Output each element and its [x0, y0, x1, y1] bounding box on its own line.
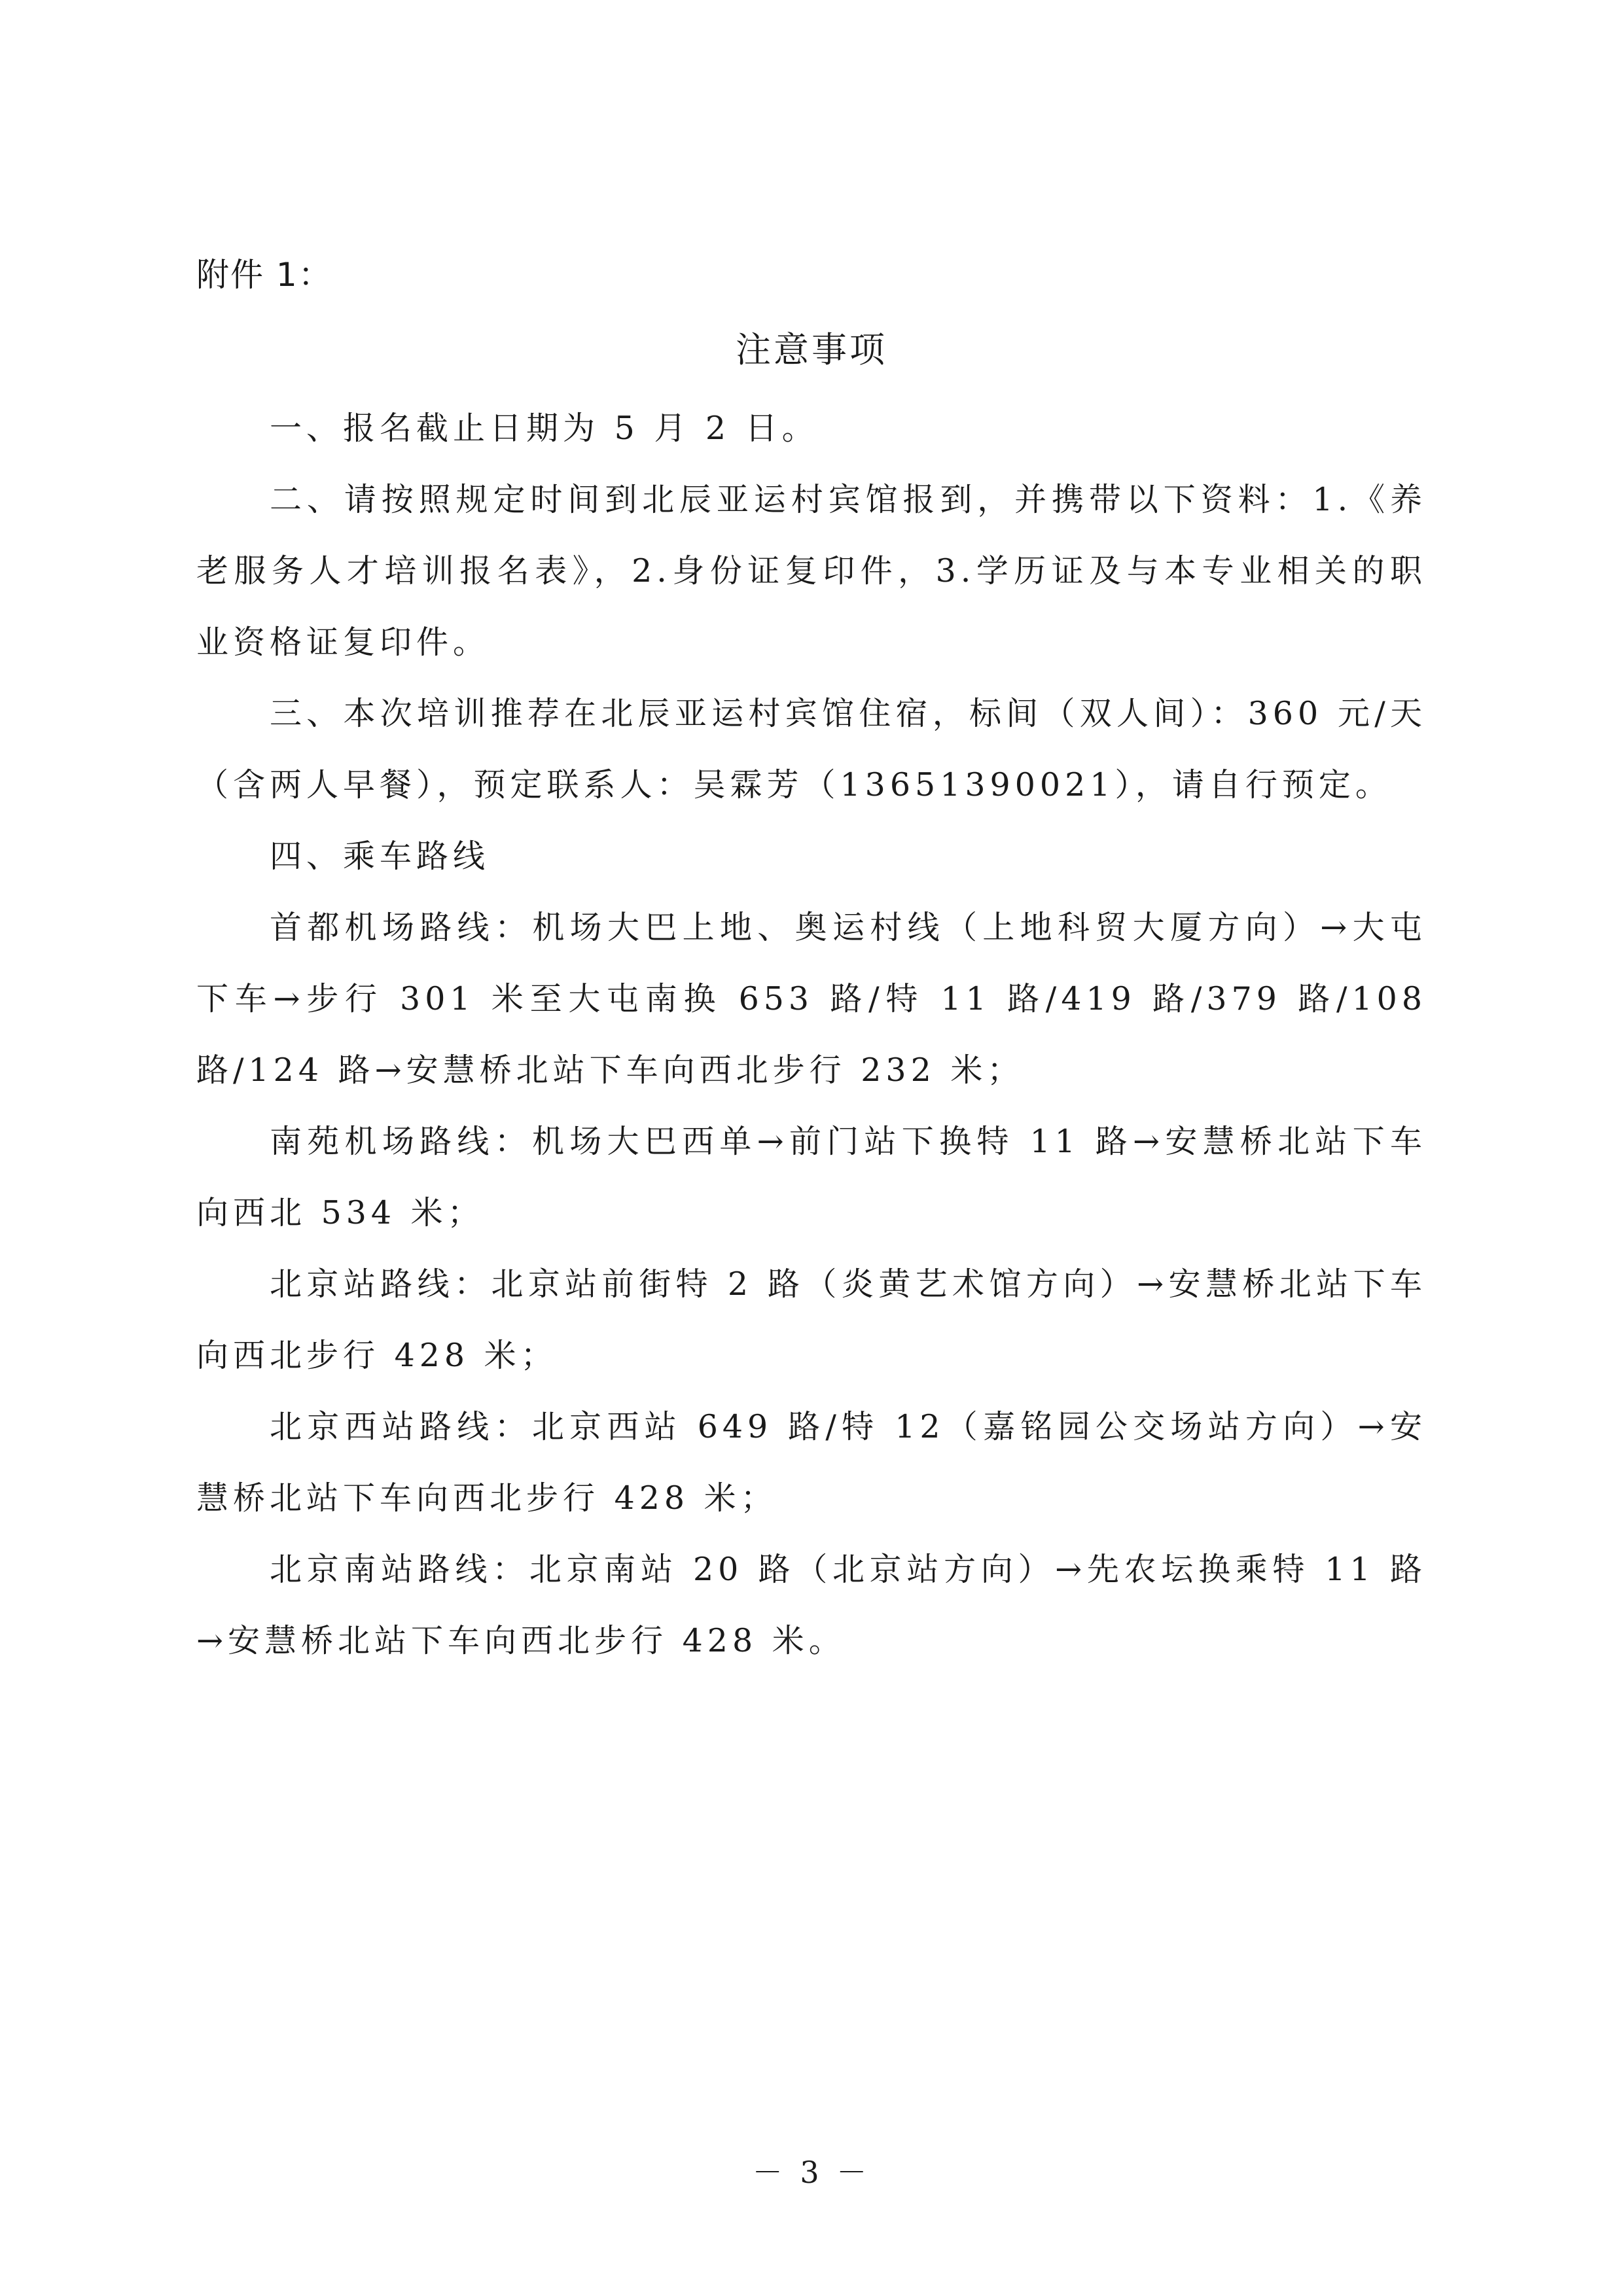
page-number: － 3 －	[752, 2155, 871, 2190]
paragraph-route-beijing-west: 北京西站路线：北京西站 649 路/特 12（嘉铭园公交场站方向）→安慧桥北站下车向西北步行 428 米；	[196, 1408, 1427, 1517]
paragraph-route-beijing-south: 北京南站路线：北京南站 20 路（北京站方向）→先农坛换乘特 11 路→安慧桥北站下车向西北步行 428 米。	[196, 1551, 1427, 1659]
paragraph-registration-deadline: 一、报名截止日期为 5 月 2 日。	[270, 410, 819, 447]
document-title: 注意事项	[736, 329, 887, 370]
paragraph-transport-heading: 四、乘车路线	[270, 838, 490, 875]
attachment-label: 附件 1：	[196, 256, 332, 294]
document-body	[196, 393, 1427, 1676]
paragraph-route-capital-airport: 首都机场路线：机场大巴上地、奥运村线（上地科贸大厦方向）→大屯下车→步行 301 米至大屯南换 653 路/特 11 路/419 路/379 路/108 路/124 路→安慧桥北站下车向西北步行 232 米；	[196, 909, 1427, 1089]
paragraph-accommodation: 三、本次培训推荐在北辰亚运村宾馆住宿，标间（双人间）：360 元/天（含两人早餐），预定联系人：吴霖芳（13651390021），请自行预定。	[196, 695, 1427, 804]
paragraph-check-in-materials: 二、请按照规定时间到北辰亚运村宾馆报到，并携带以下资料：1.《养老服务人才培训报名表》，2.身份证复印件，3.学历证及与本专业相关的职业资格证复印件。	[196, 481, 1427, 661]
paragraph-route-beijing-station: 北京站路线：北京站前街特 2 路（炎黄艺术馆方向）→安慧桥北站下车向西北步行 428 米；	[196, 1265, 1427, 1374]
paragraph-route-nanyuan-airport: 南苑机场路线：机场大巴西单→前门站下换特 11 路→安慧桥北站下车向西北 534 米；	[196, 1123, 1427, 1231]
